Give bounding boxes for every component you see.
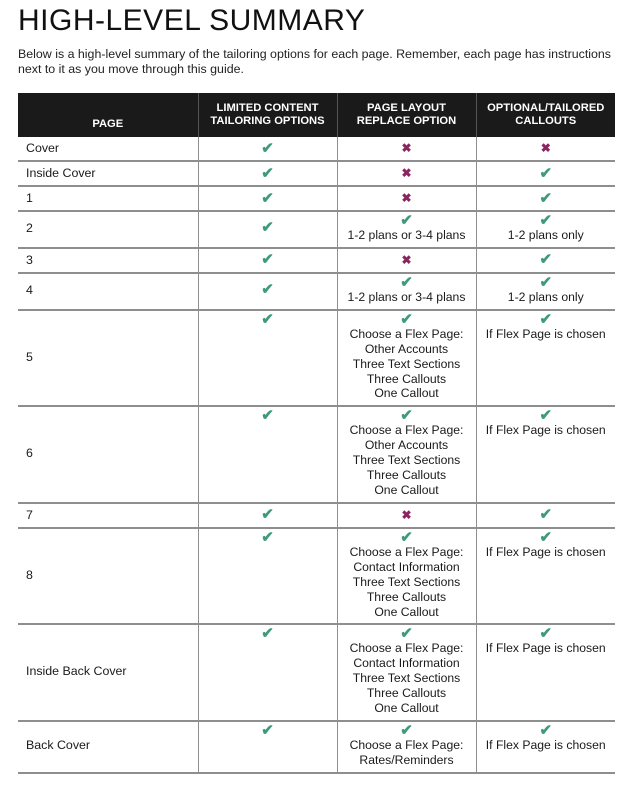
cell-text: If Flex Page is chosen (485, 544, 606, 559)
check-icon: ✔ (539, 528, 553, 546)
check-icon: ✔ (261, 721, 274, 739)
header-label: LIMITED CONTENT (216, 101, 319, 114)
header-limited-content (198, 93, 337, 137)
check-icon: ✔ (261, 506, 274, 524)
check-icon: ✔ (539, 189, 553, 207)
cross-icon: ✖ (401, 191, 412, 205)
table-row (18, 528, 615, 625)
table-row (18, 624, 615, 721)
table-row (18, 273, 615, 310)
check-icon: ✔ (261, 139, 274, 157)
check-icon: ✔ (539, 212, 553, 229)
table-header-row (18, 93, 615, 137)
check-icon: ✔ (261, 164, 274, 182)
check-icon: ✔ (539, 407, 553, 425)
cell-text: One Callout (374, 482, 439, 497)
check-icon: ✔ (400, 310, 413, 328)
check-icon: ✔ (261, 528, 274, 546)
header-page-layout (337, 93, 476, 137)
cell-text: 1-2 plans only (507, 228, 584, 242)
check-icon: ✔ (539, 164, 553, 182)
check-icon: ✔ (400, 721, 413, 739)
cell-text: Three Callouts (366, 371, 447, 386)
cell-text: Three Callouts (366, 686, 447, 701)
page-layout-cell (337, 137, 476, 161)
check-icon: ✔ (539, 251, 553, 269)
limited-content-cell (198, 721, 337, 773)
cell-text: 1-2 plans or 3-4 plans (347, 228, 466, 242)
table-row (18, 503, 615, 528)
page-name: Inside Back Cover (18, 624, 198, 721)
page-layout-cell (337, 248, 476, 273)
cell-text: Choose a Flex Page: (349, 737, 464, 752)
cell-text: One Callout (374, 604, 439, 619)
cross-icon: ✖ (540, 141, 551, 155)
cross-icon: ✖ (401, 166, 412, 180)
check-icon: ✔ (261, 407, 274, 425)
callouts-cell (476, 211, 615, 248)
header-label: CALLOUTS (515, 115, 577, 127)
cell-text: Other Accounts (364, 341, 449, 356)
cell-text: Three Text Sections (352, 356, 461, 371)
limited-content-cell (198, 310, 337, 407)
page-layout-cell (337, 406, 476, 503)
table-row (18, 310, 615, 407)
check-icon: ✔ (400, 625, 413, 643)
cell-text: Choose a Flex Page: (349, 641, 464, 656)
check-icon: ✔ (539, 721, 553, 739)
table-body (18, 137, 615, 773)
header-label: REPLACE OPTION (356, 115, 457, 127)
header-label: PAGE LAYOUT (367, 101, 446, 114)
limited-content-cell (198, 503, 337, 528)
callouts-cell (476, 406, 615, 503)
limited-content-cell (198, 248, 337, 273)
limited-content-cell (198, 406, 337, 503)
cell-text: Three Callouts (366, 589, 447, 604)
page-name: 5 (18, 310, 198, 407)
limited-content-cell (198, 624, 337, 721)
limited-content-cell (198, 273, 337, 310)
table-row (18, 721, 615, 773)
page-name: 3 (18, 248, 198, 273)
page-name: Inside Cover (18, 161, 198, 186)
limited-content-cell (198, 528, 337, 625)
cell-text: Three Callouts (366, 468, 447, 483)
check-icon: ✔ (400, 528, 413, 546)
limited-content-cell (198, 186, 337, 211)
table-row (18, 186, 615, 211)
callouts-cell (476, 161, 615, 186)
header-label: OPTIONAL/TAILORED (487, 101, 605, 114)
limited-content-cell (198, 211, 337, 248)
page-name: 8 (18, 528, 198, 625)
cell-text: Contact Information (353, 656, 460, 671)
check-icon: ✔ (261, 281, 274, 299)
page-layout-cell (337, 310, 476, 407)
cross-icon: ✖ (401, 252, 412, 267)
cell-text: Three Text Sections (352, 574, 461, 589)
check-icon: ✔ (539, 310, 553, 328)
cell-text: If Flex Page is chosen (485, 326, 606, 341)
page-layout-cell (337, 528, 476, 625)
cell-text: Contact Information (353, 559, 460, 574)
check-icon: ✔ (261, 310, 274, 328)
check-icon: ✔ (261, 625, 274, 643)
check-icon: ✔ (539, 506, 553, 524)
cell-text: Choose a Flex Page: (349, 326, 464, 341)
check-icon: ✔ (261, 251, 274, 269)
header-optional-callouts (476, 93, 615, 137)
table-row (18, 211, 615, 248)
page-layout-cell (337, 503, 476, 528)
page-name: 2 (18, 211, 198, 248)
check-icon: ✔ (400, 212, 413, 229)
page-name: Back Cover (18, 721, 198, 773)
check-icon: ✔ (261, 189, 274, 207)
page-title: HIGH-LEVEL SUMMARY (18, 4, 366, 37)
cell-text: Three Text Sections (352, 453, 461, 468)
callouts-cell (476, 248, 615, 273)
cell-text: If Flex Page is chosen (485, 737, 606, 752)
cell-text: 1-2 plans or 3-4 plans (347, 289, 466, 304)
page-name: Cover (18, 137, 198, 161)
callouts-cell (476, 721, 615, 773)
cell-text: If Flex Page is chosen (485, 641, 606, 656)
page-name: 7 (18, 503, 198, 528)
page-layout-cell (337, 273, 476, 310)
cell-text: 1-2 plans only (507, 289, 584, 304)
limited-content-cell (198, 161, 337, 186)
table-row (18, 161, 615, 186)
cross-icon: ✖ (401, 141, 412, 155)
callouts-cell (476, 503, 615, 528)
page-layout-cell (337, 186, 476, 211)
cross-icon: ✖ (401, 507, 412, 522)
page-name: 4 (18, 273, 198, 310)
limited-content-cell (198, 137, 337, 161)
page-layout-cell (337, 211, 476, 248)
cell-text: One Callout (374, 386, 439, 401)
page-layout-cell (337, 624, 476, 721)
summary-table (18, 93, 615, 774)
cell-text: Choose a Flex Page: (349, 544, 464, 559)
cell-text: Three Text Sections (352, 671, 461, 686)
header-label: PAGE (92, 117, 124, 130)
cell-text: Rates/Reminders (359, 752, 454, 767)
page-name: 1 (18, 186, 198, 211)
table-row (18, 406, 615, 503)
page-name: 6 (18, 406, 198, 503)
header-label: TAILORING OPTIONS (210, 115, 325, 127)
page-layout-cell (337, 721, 476, 773)
callouts-cell (476, 137, 615, 161)
check-icon: ✔ (400, 407, 413, 425)
callouts-cell (476, 624, 615, 721)
header-page (18, 93, 198, 137)
page-layout-cell (337, 161, 476, 186)
check-icon: ✔ (261, 219, 274, 237)
table-row (18, 137, 615, 161)
table-row (18, 248, 615, 273)
check-icon: ✔ (539, 625, 553, 643)
cell-text: Other Accounts (364, 438, 449, 453)
callouts-cell (476, 273, 615, 310)
cell-text: Choose a Flex Page: (349, 423, 464, 438)
cell-text: One Callout (374, 701, 439, 716)
callouts-cell (476, 310, 615, 407)
intro-paragraph: Below is a high-level summary of the tailoring options for each page. Remember, each page has instructions next to it as you move through this guide. (18, 47, 612, 76)
check-icon: ✔ (400, 273, 413, 291)
cell-text: If Flex Page is chosen (485, 423, 606, 438)
check-icon: ✔ (539, 273, 553, 291)
callouts-cell (476, 186, 615, 211)
callouts-cell (476, 528, 615, 625)
